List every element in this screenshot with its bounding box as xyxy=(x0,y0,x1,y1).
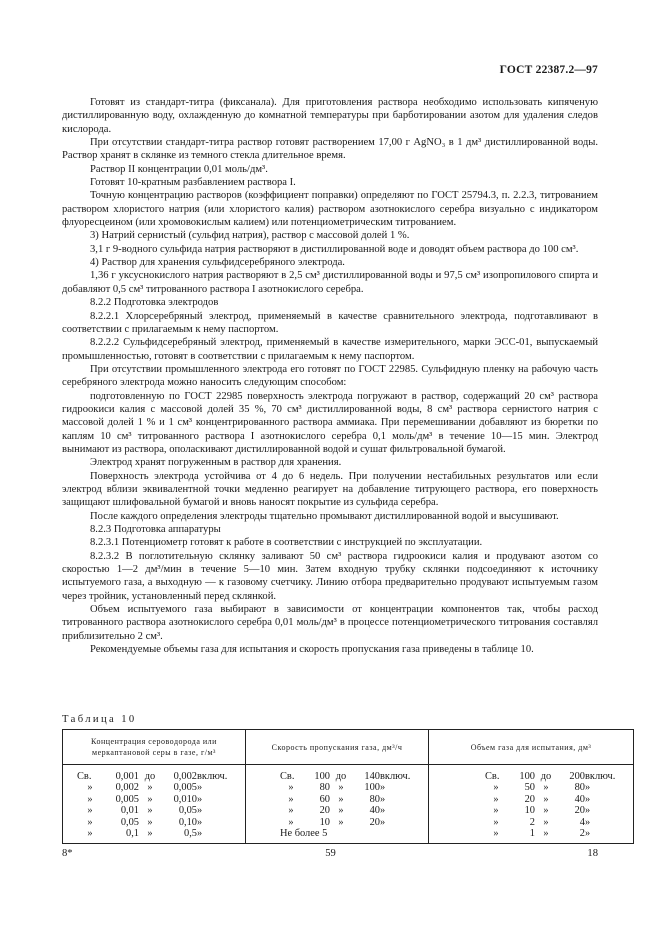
table-value: 2 xyxy=(529,816,535,828)
table-value: 10 xyxy=(319,816,330,828)
table-value: » xyxy=(87,828,93,840)
table-value: » xyxy=(197,793,203,805)
body-text xyxy=(62,96,598,656)
table-value: включ. xyxy=(380,771,411,782)
table-row xyxy=(437,771,625,782)
table-value: » xyxy=(197,816,203,828)
paragraph: Электрод хранят погруженным в раствор для хранения. xyxy=(90,457,342,469)
table-row xyxy=(254,794,420,805)
table-row xyxy=(437,782,625,793)
table-value: 0,001 xyxy=(115,771,139,782)
paragraph: подготовленную по ГОСТ 22985 поверхность электрода погружают в раствор, содержащий 20 см³ раствора гидроокиси калия с массовой долей 35 %, 70 см³ дистиллированной воды, 8 см³ раствора сернистого натрия с массовой долей 1 % и 1 см³ концентрированного раствора аммиака. При перемешивании добавляют из бюретки по каплям 10 см³ титрованного раствора I азотнокислого серебра 0,1 моль/дм³ в течение 10—15 мин. Электрод вынимают из раствора, ополаскивают дистиллированной водой и сушат фильтровальной бумагой. xyxy=(62,390,598,455)
table-value: 80 xyxy=(369,793,380,805)
table-row xyxy=(71,771,237,782)
table-value: » xyxy=(147,816,153,828)
table-value: » xyxy=(543,816,549,828)
section-heading: 8.2.2 Подготовка электродов xyxy=(90,297,219,309)
paragraph: Рекомендуемые объемы газа для испытания и скорость пропускания газа приведены в таблице 10. xyxy=(90,644,534,656)
table-value: » xyxy=(87,793,93,805)
table-value: » xyxy=(493,793,499,805)
table-header-concentration: Концентрация сероводорода или меркаптановой серы в газе, г/м³ xyxy=(63,730,246,765)
table-value: » xyxy=(288,805,294,817)
table-value: » xyxy=(197,805,203,817)
table-cell-flow-rate xyxy=(246,765,429,844)
table-value: 2 xyxy=(579,828,585,840)
table-value: 0,10 xyxy=(178,816,197,828)
table-value: 0,005 xyxy=(173,782,197,794)
table-value: » xyxy=(493,805,499,817)
paragraph: При отсутствии стандарт-титра раствор готовят растворением 17,00 г AgNO₃ в 1 дм³ дистиллированной воды. Раствор хранят в склянке из темного стекла длительное время. xyxy=(62,137,598,162)
table-value: » xyxy=(147,793,153,805)
table-value: 40 xyxy=(369,805,380,817)
table-10 xyxy=(62,729,634,844)
table-value: » xyxy=(543,782,549,794)
table-value: » xyxy=(87,782,93,794)
paragraph: Объем испытуемого газа выбирают в зависимости от концентрации компонентов так, чтобы расход титрованного раствора азотнокислого серебра 0,01 моль/дм³ в процессе потенциометрического титрования составлял приблизительно 2 см³. xyxy=(62,604,598,642)
paragraph: 3) Натрий сернистый (сульфид натрия), раствор с массовой долей 1 %. xyxy=(90,230,410,242)
table-value: » xyxy=(543,793,549,805)
table-value: 20 xyxy=(369,816,380,828)
table-value: 10 xyxy=(524,805,535,817)
table-value: Св. xyxy=(485,771,500,782)
table-value: » xyxy=(87,805,93,817)
table-value: » xyxy=(543,828,549,840)
table-row xyxy=(71,828,237,839)
table-value: » xyxy=(197,782,203,794)
table-value: 0,002 xyxy=(173,771,197,782)
table-row xyxy=(71,805,237,816)
table-value: 80 xyxy=(574,782,585,794)
paragraph: Поверхность электрода устойчива от 4 до 6 недель. При получении нестабильных результатов или если электрод вблизи эквивалентной точки медленно реагирует на добавление титрующего раствора, его поверхность защищают шлифовальной бумагой и вновь наносят покрытие из сульфида серебра. xyxy=(62,470,598,509)
table-value: 0,1 xyxy=(126,828,139,840)
table-value: » xyxy=(543,805,549,817)
table-value: » xyxy=(585,782,591,794)
table-value: 100 xyxy=(314,771,330,782)
table-value: » xyxy=(288,816,294,828)
table-value: 4 xyxy=(579,816,585,828)
table-value: 50 xyxy=(524,782,535,794)
table-value: » xyxy=(585,828,591,840)
table-row xyxy=(437,794,625,805)
table-value: » xyxy=(87,816,93,828)
table-row xyxy=(437,817,625,828)
table-value: » xyxy=(338,816,344,828)
table-value: 0,01 xyxy=(120,805,139,817)
table-value: 100 xyxy=(364,782,380,794)
table-value: » xyxy=(338,793,344,805)
table-value: » xyxy=(380,805,386,817)
table-value: 0,010 xyxy=(173,793,197,805)
table-value: до xyxy=(144,771,156,782)
paragraph: 8.2.3.1 Потенциометр готовят к работе в соответствии с инструкцией по эксплуатации. xyxy=(90,537,483,549)
table-value: 20 xyxy=(574,805,585,817)
table-value: » xyxy=(288,793,294,805)
table-row xyxy=(254,805,420,816)
table-row xyxy=(254,782,420,793)
table-value: » xyxy=(380,782,386,794)
table-header-flow-rate: Скорость пропускания газа, дм³/ч xyxy=(246,730,429,765)
table-row xyxy=(437,805,625,816)
paragraph: 1,36 г уксуснокислого натрия растворяют в 2,5 см³ дистиллированной воды и 97,5 см³ изопропилового спирта и добавляют 0,5 см³ титрованного раствора I азотнокислого серебра. xyxy=(62,270,598,295)
table-value: включ. xyxy=(197,771,228,782)
table-row xyxy=(71,794,237,805)
page-number: 59 xyxy=(325,848,336,859)
table-header-gas-volume: Объем газа для испытания, дм³ xyxy=(429,730,634,765)
table-value: » xyxy=(338,805,344,817)
table-value: 100 xyxy=(519,771,535,782)
table-row xyxy=(254,828,420,839)
table-value: » xyxy=(147,805,153,817)
table-caption: Таблица 10 xyxy=(62,714,137,725)
paragraph: При отсутствии промышленного электрода его готовят по ГОСТ 22985. Сульфидную пленку на рабочую часть серебряного электрода можно наносить следующим способом: xyxy=(62,363,598,389)
table-value: » xyxy=(493,782,499,794)
table-value: » xyxy=(380,793,386,805)
table-value: » xyxy=(585,816,591,828)
table-row xyxy=(437,828,625,839)
table-value: 40 xyxy=(574,793,585,805)
paragraph: Раствор II концентрации 0,01 моль/дм³. xyxy=(90,163,268,175)
table-row xyxy=(71,817,237,828)
paragraph: Готовят 10-кратным разбавлением раствора I. xyxy=(90,177,296,189)
table-value: » xyxy=(585,805,591,817)
paragraph: 4) Раствор для хранения сульфидсеребряного электрода. xyxy=(90,257,345,269)
table-value: 0,005 xyxy=(115,793,139,805)
table-value: 60 xyxy=(319,793,330,805)
document-id: ГОСТ 22387.2—97 xyxy=(499,64,598,76)
table-value: » xyxy=(197,828,203,840)
table-cell-concentration xyxy=(63,765,246,844)
footer-left: 8* xyxy=(62,848,73,859)
table-value: до xyxy=(335,771,347,782)
table-value: 1 xyxy=(529,828,535,840)
paragraph: 8.2.3.2 В поглотительную склянку заливают 50 см³ раствора гидроокиси калия и продувают азотом со скоростью 1—2 дм³/мин в течение 5—10 мин. Затем входную трубку склянки подсоединяют к источнику испытуемого газа, а выходную — к газовому счетчику. Линию отбора предварительно продувают испытуемым газом через тройник, установленный перед склянкой. xyxy=(62,550,598,602)
table-value: » xyxy=(338,782,344,794)
paragraph: 8.2.2.1 Хлорсеребряный электрод, применяемый в качестве сравнительного электрода, подготавливают в соответствии с прилагаемым к нему паспортом. xyxy=(62,310,598,335)
table-value: » xyxy=(380,816,386,828)
paragraph: После каждого определения электроды тщательно промывают дистиллированной водой и высушивают. xyxy=(90,510,559,522)
table-value: 0,002 xyxy=(115,782,139,794)
table-value: до xyxy=(540,771,552,782)
table-value: » xyxy=(493,816,499,828)
table-value: 80 xyxy=(319,782,330,794)
table-value: » xyxy=(147,828,153,840)
table-value: » xyxy=(493,828,499,840)
table-value: 20 xyxy=(319,805,330,817)
table-value: 0,05 xyxy=(120,816,139,828)
table-value: Не более 5 xyxy=(280,828,328,840)
section-heading: 8.2.3 Подготовка аппаратуры xyxy=(90,524,221,535)
footer-right: 18 xyxy=(587,848,598,859)
table-row xyxy=(254,817,420,828)
table-value: » xyxy=(288,782,294,794)
table-value: » xyxy=(585,793,591,805)
table-value: включ. xyxy=(585,771,616,782)
table-value: 200 xyxy=(569,771,585,782)
paragraph: 3,1 г 9-водного сульфида натрия растворяют в дистиллированной воде и доводят объем раствора до 100 см³. xyxy=(90,243,579,255)
paragraph: 8.2.2.2 Сульфидсеребряный электрод, применяемый в качестве измерительного, марки ЭСС-01, выпускаемый промышленностью, готовят в соответствии с прилагаемым к нему паспортом. xyxy=(62,337,598,362)
paragraph: Точную концентрацию растворов (коэффициент поправки) определяют по ГОСТ 25794.3, п. 2.2.3, титрованием раствором хлористого натрия (или хлористого калия) раствором азотнокислого серебра визуально с индикатором флуоресцеином (или хромовокислым калием) или потенциометрическим титрованием. xyxy=(62,190,598,229)
table-cell-gas-volume xyxy=(429,765,634,844)
table-value: 20 xyxy=(524,793,535,805)
paragraph: Готовят из стандарт-титра (фиксанала). Для приготовления раствора необходимо использовать кипяченую дистиллированную воду, охлажденную до комнатной температуры при барботировании азотом для удаления следов кислорода. xyxy=(62,97,598,135)
table-value: 0,05 xyxy=(178,805,197,817)
table-value: Св. xyxy=(280,771,295,782)
table-value: 140 xyxy=(364,771,380,782)
table-value: Св. xyxy=(77,771,92,782)
table-value: » xyxy=(147,782,153,794)
table-row xyxy=(254,771,420,782)
table-row xyxy=(71,782,237,793)
table-value: 0,5 xyxy=(184,828,197,840)
